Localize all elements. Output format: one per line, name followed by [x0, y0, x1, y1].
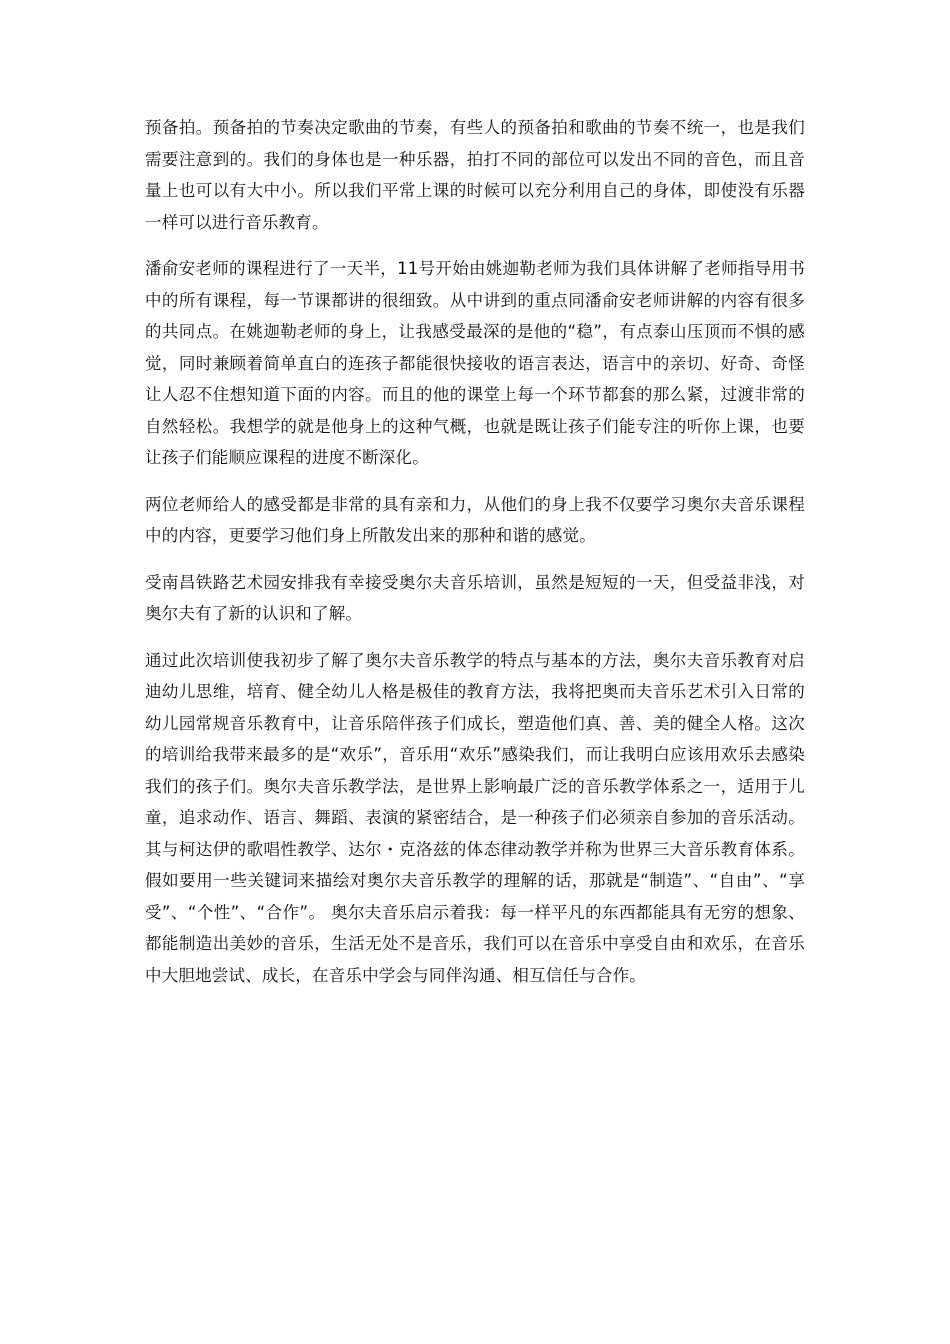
paragraph-2: 潘俞安老师的课程进行了一天半，11号开始由姚迦勒老师为我们具体讲解了老师指导用书中的所有课程，每一节课都讲的很细致。从中讲到的重点同潘俞安老师讲解的内容有很多的共同点。在姚迦勒老师的身上，让我感受最深的是他的“稳”，有点泰山压顶而不惧的感觉，同时兼顾着简单直白的连孩子都能很快接收的语言表达，语言中的亲切、好奇、奇怪让人忍不住想知道下面的内容。而且的他的课堂上每一个环节都套的那么紧，过渡非常的自然轻松。我想学的就是他身上的这种气概，也就是既让孩子们能专注的听你上课，也要让孩子们能顺应课程的进度不断深化。	[145, 259, 805, 467]
paragraph-3: 两位老师给人的感受都是非常的具有亲和力，从他们的身上我不仅要学习奥尔夫音乐课程中的内容，更要学习他们身上所散发出来的那种和谐的感觉。	[145, 494, 805, 545]
document-body	[145, 112, 805, 991]
paragraph-4: 受南昌铁路艺术园安排我有幸接受奥尔夫音乐培训，虽然是短短的一天，但受益非浅，对奥尔夫有了新的认识和了解。	[145, 572, 805, 623]
paragraph-1: 预备拍。预备拍的节奏决定歌曲的节奏，有些人的预备拍和歌曲的节奏不统一，也是我们需要注意到的。我们的身体也是一种乐器，拍打不同的部位可以发出不同的音色，而且音量上也可以有大中小。所以我们平常上课的时候可以充分利用自己的身体，即使没有乐器一样可以进行音乐教育。	[145, 118, 805, 232]
paragraph-5: 通过此次培训使我初步了解了奥尔夫音乐教学的特点与基本的方法，奥尔夫音乐教育对启迪幼儿思维，培育、健全幼儿人格是极佳的教育方法，我将把奥而夫音乐艺术引入日常的幼儿园常规音乐教育中，让音乐陪伴孩子们成长，塑造他们真、善、美的健全人格。这次的培训给我带来最多的是“欢乐”，音乐用“欢乐”感染我们，而让我明白应该用欢乐去感染我们的孩子们。奥尔夫音乐教学法，是世界上影响最广泛的音乐教学体系之一，适用于儿童，追求动作、语言、舞蹈、表演的紧密结合，是一种孩子们必须亲自参加的音乐活动。其与柯达伊的歌唱性教学、达尔・克洛兹的体态律动教学并称为世界三大音乐教育体系。假如要用一些关键词来描绘对奥尔夫音乐教学的理解的话，那就是“制造”、“自由”、“享受”、“个性”、“合作”。 奥尔夫音乐启示着我：每一样平凡的东西都能具有无穷的想象、都能制造出美妙的音乐，生活无处不是音乐，我们可以在音乐中享受自由和欢乐，在音乐中大胆地尝试、成长，在音乐中学会与同伴沟通、相互信任与合作。	[145, 650, 805, 985]
